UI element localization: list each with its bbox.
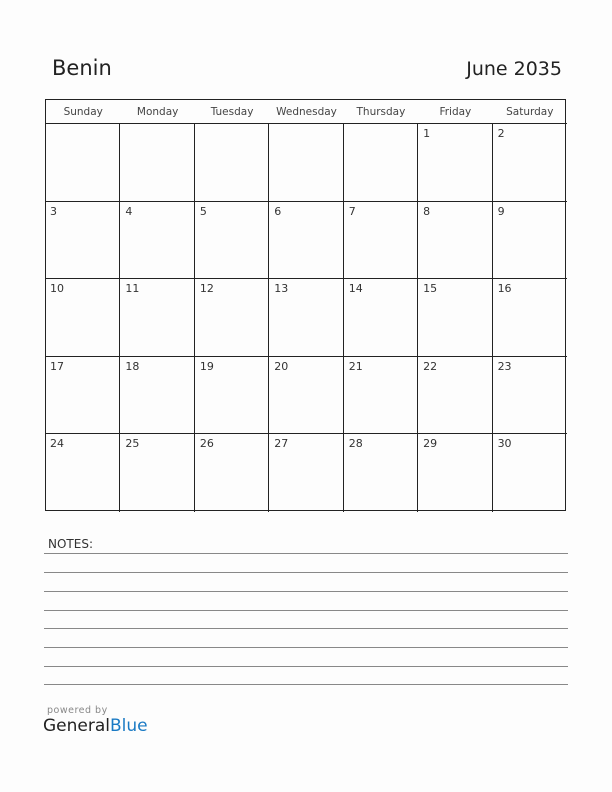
day-cell — [194, 433, 269, 512]
day-number: 28 — [348, 437, 363, 451]
weekday-header: Friday — [439, 106, 472, 118]
day-cell — [343, 123, 418, 202]
day-cell — [119, 201, 194, 280]
notes-label: NOTES: — [48, 537, 93, 551]
day-number: 29 — [423, 437, 438, 451]
day-cell — [343, 433, 418, 512]
day-cell — [268, 356, 343, 435]
day-cell — [119, 123, 194, 202]
note-line — [44, 553, 568, 554]
day-number: 17 — [50, 359, 64, 373]
day-number: 8 — [423, 204, 431, 218]
day-number: 9 — [497, 204, 505, 218]
day-number: 20 — [274, 359, 289, 373]
day-cell — [492, 433, 567, 512]
day-cell — [417, 123, 492, 202]
day-cell — [492, 201, 567, 280]
weekday-header: Wednesday — [276, 106, 337, 118]
weekday-header: Saturday — [506, 106, 554, 118]
day-number: 6 — [274, 204, 282, 218]
day-cell — [45, 201, 120, 280]
day-cell — [343, 201, 418, 280]
day-cell — [268, 433, 343, 512]
day-number: 24 — [50, 437, 64, 451]
day-cell — [194, 201, 269, 280]
day-cell — [268, 278, 343, 357]
day-cell — [45, 356, 120, 435]
day-number: 19 — [199, 359, 214, 373]
brand-blue: Blue — [110, 716, 148, 736]
day-number: 10 — [50, 282, 64, 296]
day-number: 26 — [199, 437, 214, 451]
weekday-header: Tuesday — [210, 106, 254, 118]
day-cell — [45, 278, 120, 357]
day-cell — [492, 123, 567, 202]
note-line — [44, 628, 568, 629]
weekday-header: Thursday — [356, 106, 406, 118]
day-number: 5 — [199, 204, 207, 218]
day-number: 15 — [423, 282, 438, 296]
day-number: 11 — [125, 282, 140, 296]
note-line — [44, 647, 568, 648]
day-cell — [194, 356, 269, 435]
day-number: 4 — [125, 204, 133, 218]
day-number: 23 — [497, 359, 512, 373]
day-cell — [417, 278, 492, 357]
day-cell — [194, 278, 269, 357]
day-cell — [417, 201, 492, 280]
country-title: Benin — [52, 56, 112, 80]
calendar-grid — [45, 99, 566, 511]
day-number: 22 — [423, 359, 438, 373]
day-cell — [343, 278, 418, 357]
day-number: 14 — [348, 282, 363, 296]
day-cell — [492, 278, 567, 357]
weekday-header: Monday — [136, 106, 179, 118]
brand-general: General — [43, 716, 110, 736]
day-cell — [268, 123, 343, 202]
day-number: 21 — [348, 359, 363, 373]
day-cell — [492, 356, 567, 435]
day-number: 2 — [497, 127, 505, 140]
day-number: 3 — [50, 204, 57, 218]
month-title: June 2035 — [466, 58, 562, 80]
day-cell — [343, 356, 418, 435]
day-cell — [194, 123, 269, 202]
day-cell — [417, 433, 492, 512]
note-line — [44, 684, 568, 685]
day-number: 12 — [199, 282, 214, 296]
weekday-header: Sunday — [63, 106, 103, 118]
day-number: 13 — [274, 282, 289, 296]
note-line — [44, 572, 568, 573]
day-cell — [119, 356, 194, 435]
day-number: 25 — [125, 437, 140, 451]
day-cell — [268, 201, 343, 280]
day-cell — [119, 278, 194, 357]
note-line — [44, 591, 568, 592]
day-cell — [45, 123, 120, 202]
day-number: 18 — [125, 359, 140, 373]
day-number: 1 — [423, 127, 431, 140]
day-cell — [119, 433, 194, 512]
day-number: 27 — [274, 437, 289, 451]
note-line — [44, 666, 568, 667]
note-line — [44, 610, 568, 611]
day-number: 7 — [348, 204, 356, 218]
day-cell — [45, 433, 120, 512]
day-cell — [417, 356, 492, 435]
powered-by-text: powered by — [47, 705, 108, 716]
day-number: 30 — [497, 437, 512, 451]
generalblue-logo — [43, 716, 148, 736]
day-number: 16 — [497, 282, 512, 296]
